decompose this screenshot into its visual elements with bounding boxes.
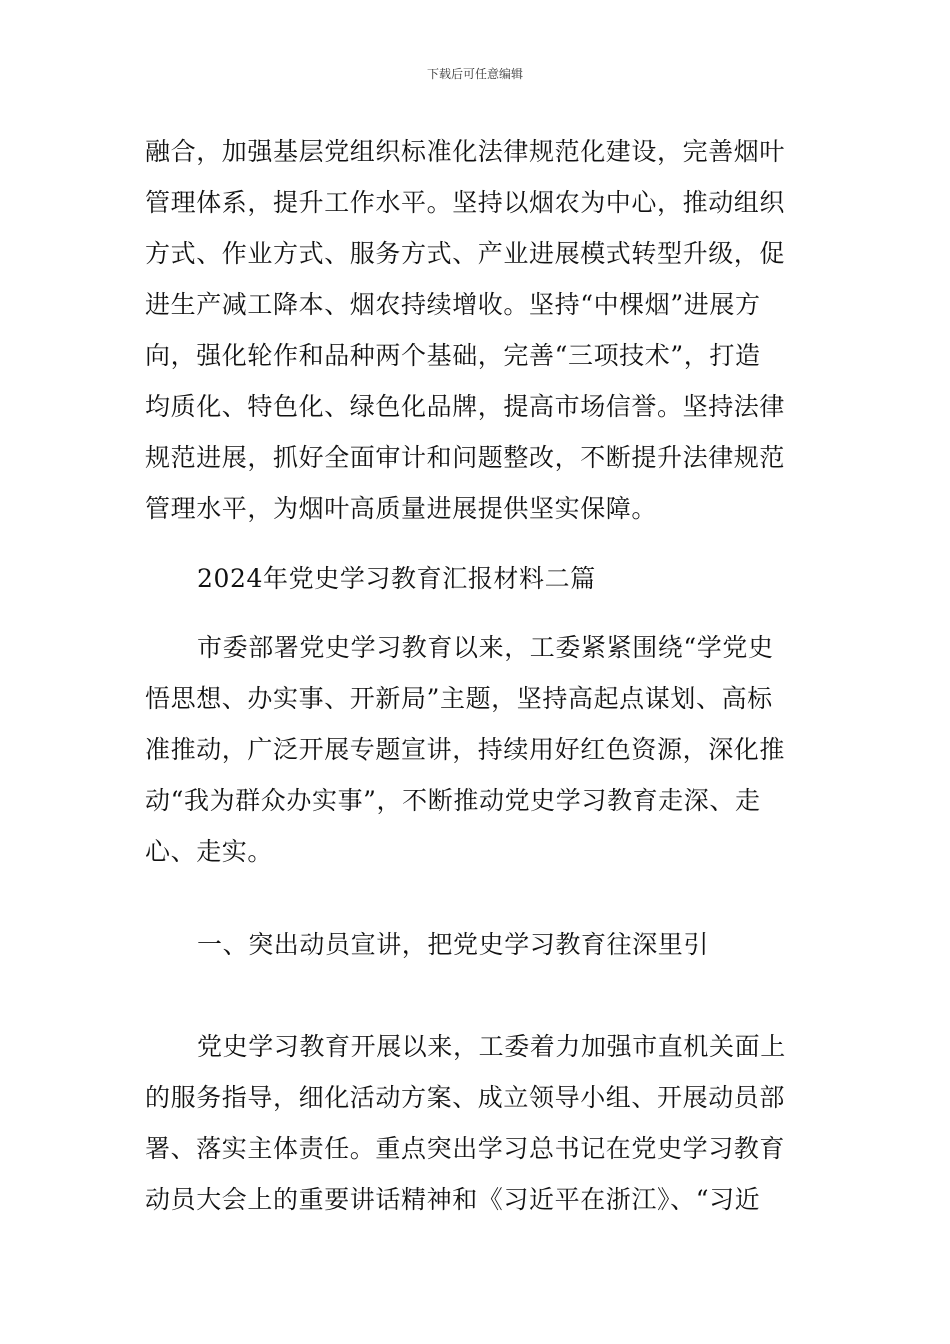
paragraph-line: 准推动，广泛开展专题宣讲，持续用好红色资源，深化推 bbox=[145, 735, 786, 764]
paragraph-line: 党史学习教育开展以来，工委着力加强市直机关面上 bbox=[197, 1032, 786, 1061]
section-heading: 一、突出动员宣讲，把党史学习教育往深里引 bbox=[197, 930, 710, 959]
paragraph-line: 心、走实。 bbox=[145, 837, 274, 866]
paragraph-line: 署、落实主体责任。重点突出学习总书记在党史学习教育 bbox=[145, 1134, 786, 1163]
paragraph-line: 管理水平，为烟叶高质量进展提供坚实保障。 bbox=[145, 494, 658, 523]
paragraph-line: 动“我为群众办实事”，不断推动党史学习教育走深、走 bbox=[145, 786, 761, 815]
paragraph-2 bbox=[145, 622, 807, 877]
paragraph-line: 均质化、特色化、绿色化品牌，提高市场信誉。坚持法律 bbox=[145, 392, 786, 421]
document-title: 2024年党史学习教育汇报材料二篇 bbox=[197, 564, 596, 593]
paragraph-line: 动员大会上的重要讲话精神和《习近平在浙江》、“习近 bbox=[145, 1185, 761, 1214]
paragraph-line: 悟思想、办实事、开新局”主题，坚持高起点谋划、高标 bbox=[145, 684, 773, 713]
paragraph-line: 的服务指导，细化活动方案、成立领导小组、开展动员部 bbox=[145, 1083, 786, 1112]
paragraph-line: 融合，加强基层党组织标准化法律规范化建设，完善烟叶 bbox=[145, 137, 786, 166]
paragraph-line: 方式、作业方式、服务方式、产业进展模式转型升级，促 bbox=[145, 239, 786, 268]
paragraph-1 bbox=[145, 126, 807, 534]
paragraph-line: 向，强化轮作和品种两个基础，完善“三项技术”，打造 bbox=[145, 341, 761, 370]
paragraph-line: 进生产减工降本、烟农持续增收。坚持“中棵烟”进展方 bbox=[145, 290, 761, 319]
paragraph-line: 市委部署党史学习教育以来，工委紧紧围绕“学党史 bbox=[197, 633, 774, 662]
paragraph-3 bbox=[145, 1021, 807, 1225]
document-title-block bbox=[145, 553, 807, 604]
paragraph-line: 规范进展，抓好全面审计和问题整改，不断提升法律规范 bbox=[145, 443, 786, 472]
page-header: 下载后可任意编辑 bbox=[426, 67, 523, 81]
paragraph-line: 管理体系，提升工作水平。坚持以烟农为中心，推动组织 bbox=[145, 188, 786, 217]
section-heading-block bbox=[145, 919, 807, 970]
